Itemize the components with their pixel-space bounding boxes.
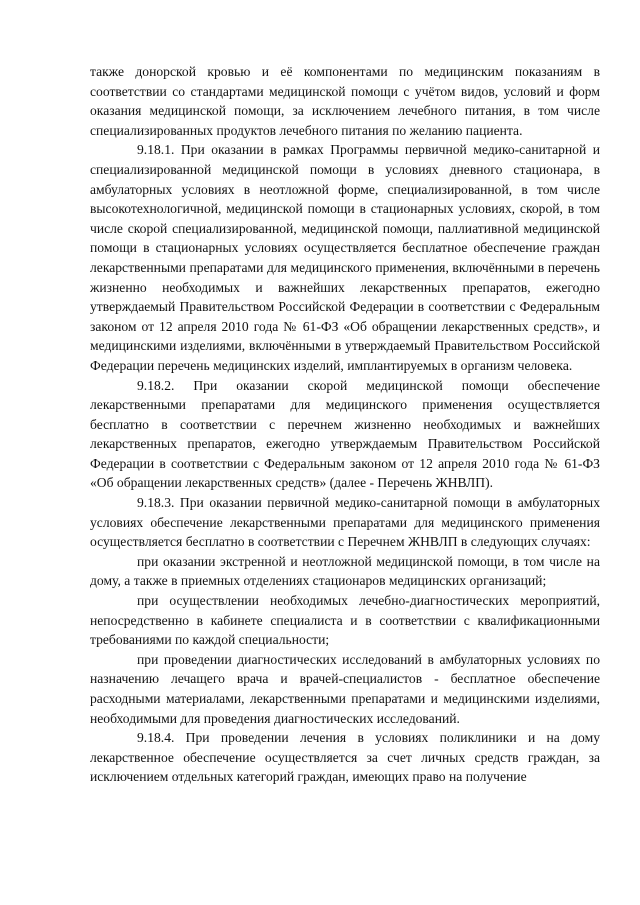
paragraph-donor-blood: также донорской кровью и её компонентами по медицинским показаниям в соответствии со стандартами медицинской помощи с учётом видов, условий и форм оказания медицинской помощи, за исключением лечебного питания, в том числе специализированных продуктов лечебного питания по желанию пациента. bbox=[90, 64, 600, 138]
paragraph-9-18-3: 9.18.3. При оказании первичной медико-санитарной помощи в амбулаторных условиях обеспечение лекарственными препаратами для медицинского применения осуществляется бесплатно в соответствии с Перечнем ЖНВЛП в следующих случаях: bbox=[90, 495, 600, 550]
paragraph-9-18-2: 9.18.2. При оказании скорой медицинской помощи обеспечение лекарственными препаратами для медицинского применения осуществляется бесплатно в соответствии с перечнем жизненно необходимых и важнейших лекарственных препаратов, ежегодно утверждаемым Правительством Российской Федерации в соответствии с Федеральным законом от 12 апреля 2010 года № 61-ФЗ «Об обращении лекарственных средств» (далее - Перечень ЖНВЛП). bbox=[90, 377, 600, 491]
paragraph-9-18-4: 9.18.4. При проведении лечения в условиях поликлиники и на дому лекарственное обеспечение осуществляется за счет личных средств граждан, за исключением отдельных категорий граждан, имеющих право на получение bbox=[90, 730, 600, 785]
paragraph-9-18-1: 9.18.1. При оказании в рамках Программы первичной медико-санитарной и специализированной медицинской помощи в условиях дневного стационара, в амбулаторных условиях в неотложной форме, специализированной, в том числе высокотехнологичной, медицинской помощи в стационарных условиях, скорой, в том числе скорой специализированной, медицинской помощи, паллиативной медицинской помощи в стационарных условиях осуществляется бесплатное обеспечение граждан лекарственными препаратами для медицинского применения, включёнными в перечень жизненно необходимых и важнейших лекарственных препаратов, ежегодно утверждаемый Правительством Российской Федерации в соответствии с Федеральным законом от 12 апреля 2010 года № 61-ФЗ «Об обращении лекарственных средств», и медицинскими изделиями, включёнными в утверждаемый Правительством Российской Федерации перечень медицинских изделий, имплантируемых в организм человека. bbox=[90, 142, 600, 373]
list-item-emergency-care: при оказании экстренной и неотложной медицинской помощи, в том числе на дому, а также в приемных отделениях стационаров медицинских организаций; bbox=[90, 553, 600, 589]
list-item-diagnostic-research: при проведении диагностических исследований в амбулаторных условиях по назначению лечащего врача и врачей-специалистов - бесплатное обеспечение расходными материалами, лекарственными препаратами и медицинскими изделиями, необходимыми для проведения диагностических исследований. bbox=[90, 651, 600, 726]
document-page bbox=[90, 62, 600, 787]
list-item-diagnostic-procedures: при осуществлении необходимых лечебно-диагностических мероприятий, непосредственно в кабинете специалиста и в соответствии с квалификационными требованиями по каждой специальности; bbox=[90, 593, 600, 648]
